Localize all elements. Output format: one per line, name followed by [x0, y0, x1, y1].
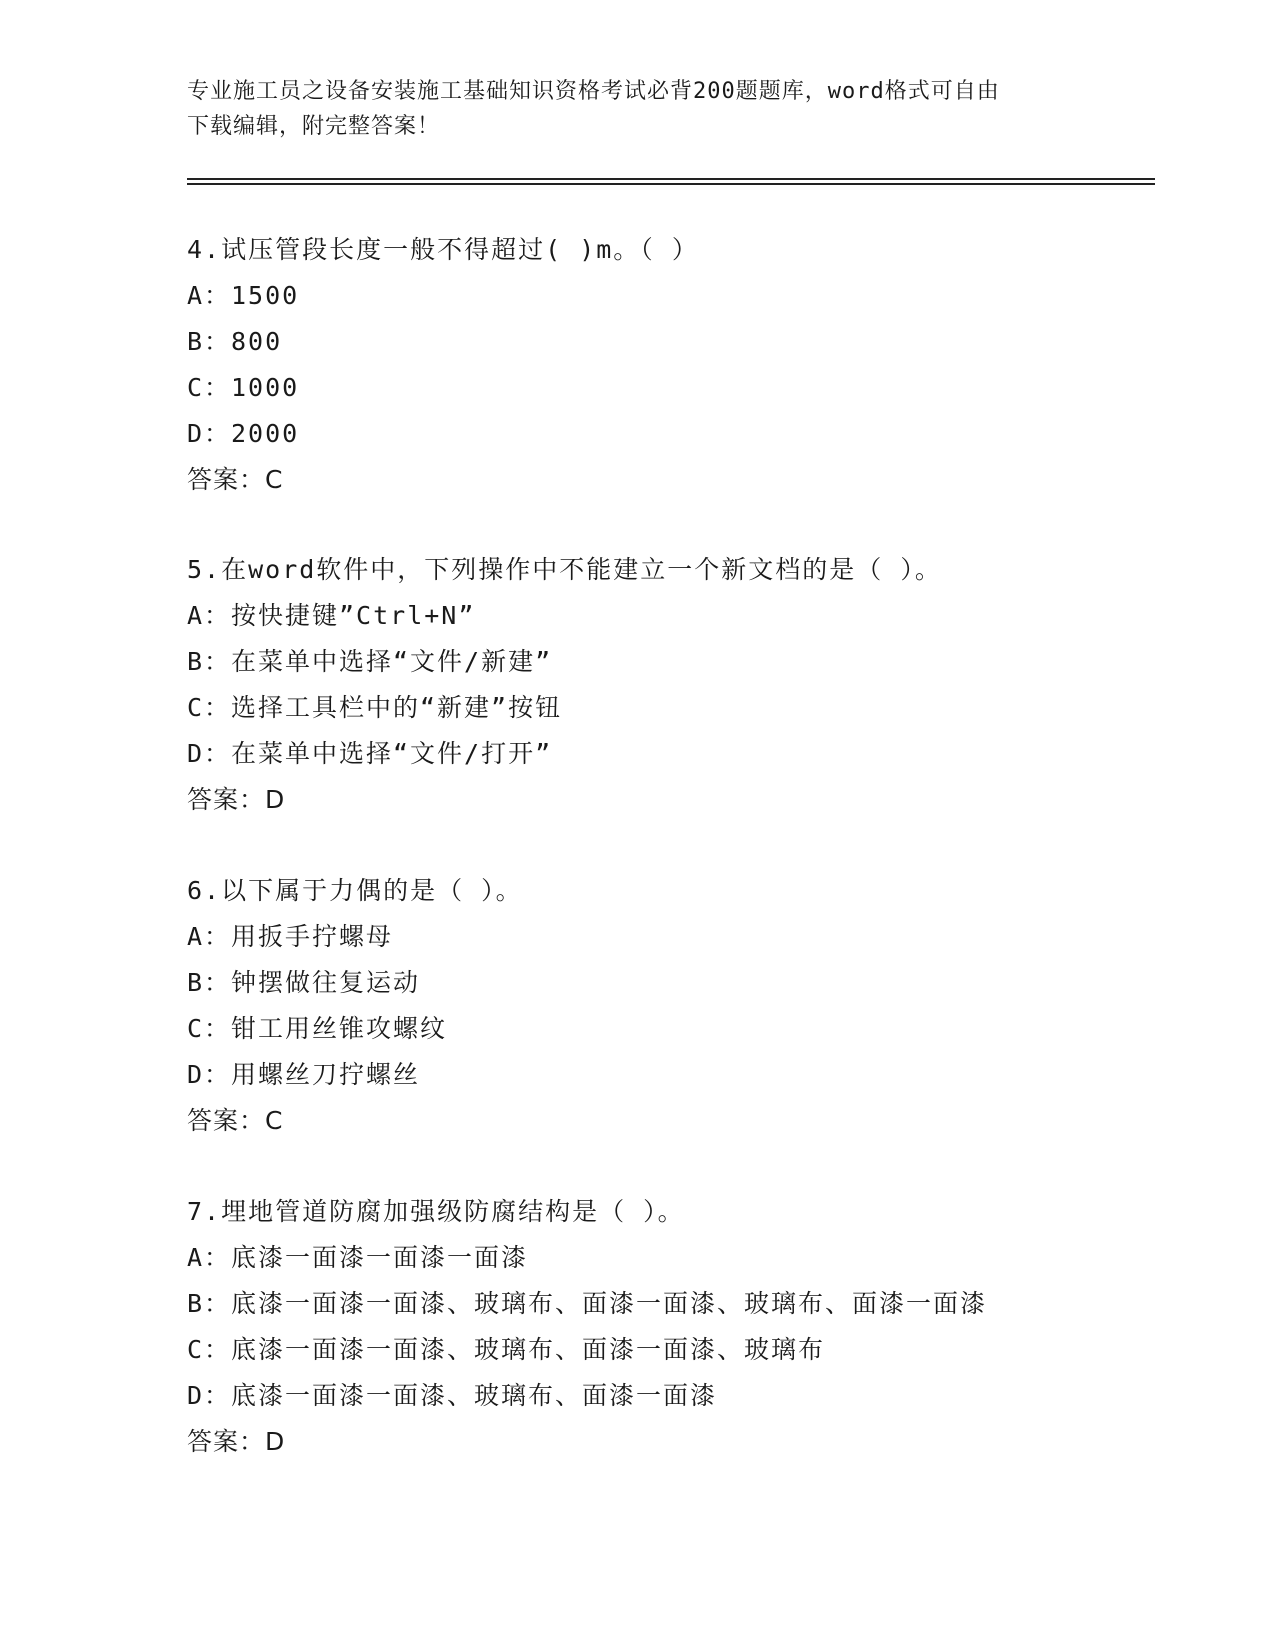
question-block: [187, 547, 1147, 823]
option-a: [187, 273, 1147, 319]
option-text: 1000: [231, 373, 300, 402]
option-d: [187, 1373, 1147, 1419]
option-letter: A：: [187, 922, 232, 951]
question-stem: 7.埋地管道防腐加强级防腐结构是（ ）。: [187, 1197, 685, 1226]
answer-line: 答案：C: [187, 465, 284, 494]
option-letter: A：: [187, 1243, 232, 1272]
option-letter: B：: [187, 327, 232, 356]
answer-line: 答案：D: [187, 1427, 286, 1456]
option-a: [187, 1235, 1147, 1281]
option-text: 底漆一面漆一面漆、玻璃布、面漆一面漆、玻璃布: [231, 1335, 826, 1364]
option-c: [187, 685, 1147, 731]
option-c: [187, 365, 1147, 411]
option-text: 800: [231, 327, 283, 356]
option-text: 底漆一面漆一面漆一面漆: [231, 1243, 529, 1272]
answer-line: 答案：C: [187, 1106, 284, 1135]
question-stem: 6.以下属于力偶的是（ ）。: [187, 876, 523, 905]
option-d: [187, 411, 1147, 457]
option-b: [187, 639, 1147, 685]
option-d: [187, 731, 1147, 777]
option-letter: B：: [187, 968, 232, 997]
option-text: 1500: [231, 281, 300, 310]
question-stem: 4.试压管段长度一般不得超过( )m。（ ）: [187, 235, 699, 264]
option-text: 选择工具栏中的“新建”按钮: [231, 693, 563, 722]
option-text: 底漆一面漆一面漆、玻璃布、面漆一面漆: [231, 1381, 718, 1410]
option-text: 钟摆做往复运动: [231, 968, 421, 997]
option-text: 按快捷键”Ctrl+N”: [231, 601, 476, 630]
option-letter: D：: [187, 739, 232, 768]
question-block: [187, 868, 1147, 1144]
document-header: [187, 74, 1087, 144]
option-letter: C：: [187, 1014, 232, 1043]
option-c: [187, 1006, 1147, 1052]
option-letter: C：: [187, 1335, 232, 1364]
option-letter: C：: [187, 373, 232, 402]
option-text: 在菜单中选择“文件/打开”: [231, 739, 553, 768]
question-block: [187, 1189, 1147, 1465]
option-text: 2000: [231, 419, 300, 448]
option-d: [187, 1052, 1147, 1098]
option-text: 在菜单中选择“文件/新建”: [231, 647, 553, 676]
option-a: [187, 914, 1147, 960]
header-line-1: 专业施工员之设备安装施工基础知识资格考试必背200题题库，word格式可自由: [187, 79, 1000, 104]
option-b: [187, 1281, 1147, 1327]
option-letter: A：: [187, 601, 232, 630]
option-b: [187, 319, 1147, 365]
option-letter: D：: [187, 1060, 232, 1089]
option-letter: D：: [187, 1381, 232, 1410]
option-b: [187, 960, 1147, 1006]
option-letter: D：: [187, 419, 232, 448]
header-double-rule: [187, 178, 1155, 185]
option-letter: A：: [187, 281, 232, 310]
header-line-2: 下载编辑，附完整答案！: [187, 114, 441, 139]
option-c: [187, 1327, 1147, 1373]
option-text: 底漆一面漆一面漆、玻璃布、面漆一面漆、玻璃布、面漆一面漆: [231, 1289, 988, 1318]
option-letter: B：: [187, 647, 232, 676]
option-text: 用扳手拧螺母: [231, 922, 394, 951]
option-letter: B：: [187, 1289, 232, 1318]
option-text: 钳工用丝锥攻螺纹: [231, 1014, 448, 1043]
question-stem: 5.在word软件中，下列操作中不能建立一个新文档的是（ ）。: [187, 555, 942, 584]
option-a: [187, 593, 1147, 639]
question-block: [187, 227, 1147, 503]
answer-line: 答案：D: [187, 785, 286, 814]
option-letter: C：: [187, 693, 232, 722]
option-text: 用螺丝刀拧螺丝: [231, 1060, 421, 1089]
